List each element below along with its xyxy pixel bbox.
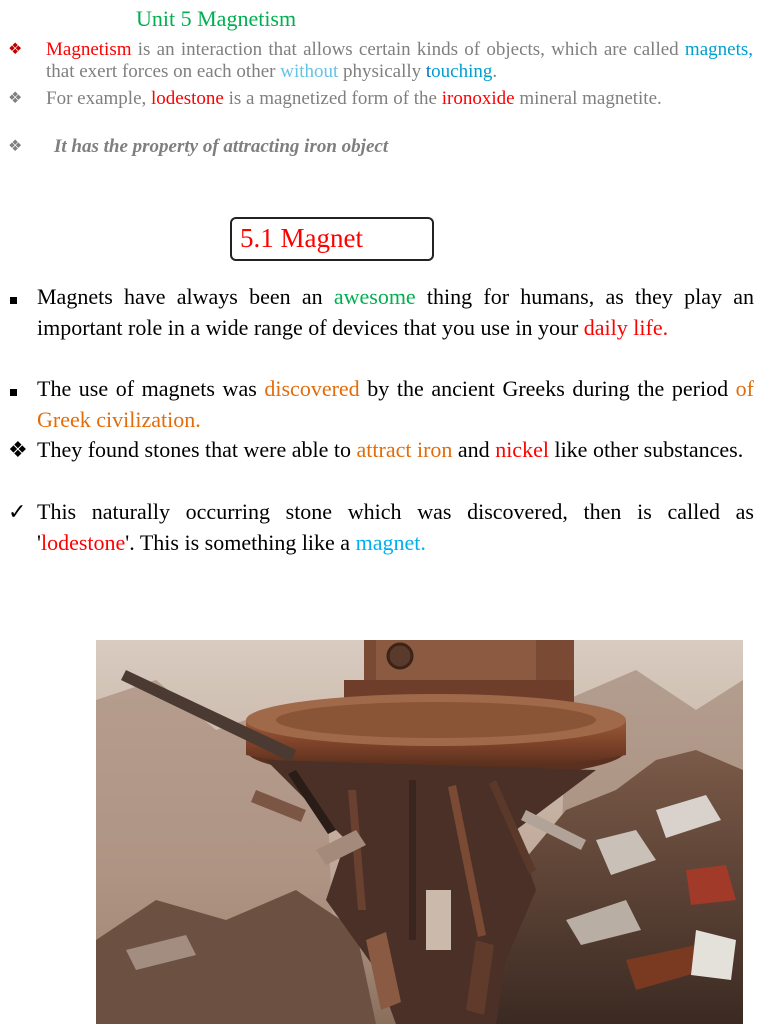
section-title: 5.1 Magnet	[240, 223, 363, 253]
term-magnet: magnet.	[355, 529, 426, 555]
intro-paragraph-3	[8, 136, 753, 158]
intro-text: is a magnetized form of the	[223, 88, 442, 109]
diamond-bullet-icon: ❖	[8, 138, 23, 155]
term-magnetism: Magnetism	[46, 39, 132, 60]
item-text: thing for humans, as they play an important role in a wide range of devices that you use in your	[37, 284, 754, 340]
intro-paragraph-2	[8, 88, 753, 110]
term-discovered: discovered	[264, 376, 360, 401]
check-bullet-icon: ✓	[8, 499, 27, 524]
intro-text: For example,	[46, 88, 152, 109]
term-lodestone-2: lodestone	[40, 529, 126, 555]
item-text: '. This is something like a	[125, 529, 356, 555]
item-text: Magnets have always been an	[37, 284, 334, 309]
section-heading-box	[230, 217, 434, 261]
term-nickel: nickel	[495, 437, 549, 462]
term-touching: ouching	[431, 61, 493, 82]
property-statement: It has the property of attracting iron object	[54, 136, 389, 157]
item-text: by the ancient Greeks during the period	[359, 376, 736, 401]
page-title: Unit 5 Magnetism	[136, 6, 297, 31]
term-attract-iron: attract iron	[356, 437, 453, 462]
item-text: The use of magnets was	[37, 376, 265, 401]
intro-text: that exert forces on each other	[46, 61, 281, 82]
bullet-item-4	[8, 497, 754, 558]
square-bullet-icon	[8, 282, 36, 313]
term-without: without	[280, 61, 339, 82]
intro-text: physically	[338, 61, 426, 82]
intro-text: mineral magnetite.	[514, 88, 662, 109]
diamond-bullet-icon: ❖	[8, 437, 28, 462]
scrap-magnet-illustration	[96, 640, 743, 1024]
intro-text: .	[492, 61, 498, 82]
bullet-item-2	[8, 374, 754, 435]
square-bullet-icon	[8, 374, 36, 405]
scrap-magnet-photo	[96, 640, 743, 1024]
diamond-bullet-icon: ❖	[8, 41, 23, 58]
item-text: They found stones that were able to	[37, 437, 357, 462]
item-text: and	[452, 437, 496, 462]
intro-paragraph-1	[8, 39, 753, 83]
bullet-item-3	[8, 435, 754, 466]
term-magnets: magnets,	[684, 39, 753, 60]
bullet-item-1	[8, 282, 754, 343]
item-text: This naturally occurring stone which was discovered, then is called as '	[37, 499, 754, 555]
item-text: like other substances.	[548, 437, 744, 462]
term-awesome: awesome	[333, 284, 416, 309]
term-ironoxide: ironoxide	[441, 88, 515, 109]
term-touching-t: t	[425, 61, 432, 82]
intro-text: is an interaction that allows certain kinds of objects, which are called	[131, 39, 685, 60]
term-greek-civilization: of Greek civilization.	[37, 376, 754, 432]
term-daily-life: daily life.	[583, 314, 669, 340]
diamond-bullet-icon: ❖	[8, 90, 23, 107]
term-lodestone: lodestone	[151, 88, 224, 109]
